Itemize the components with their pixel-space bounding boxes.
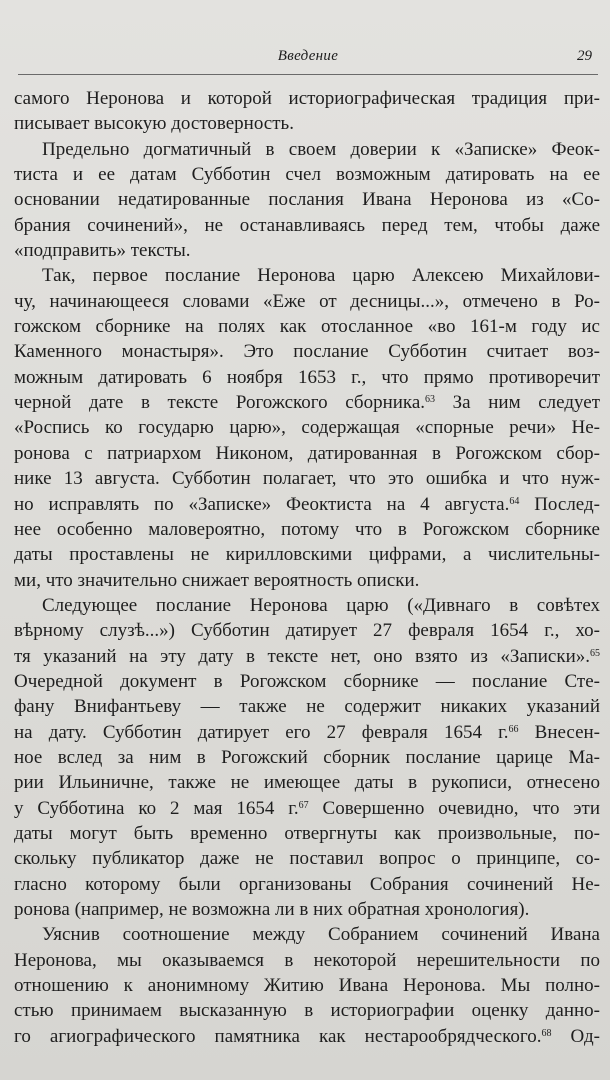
text-line	[14, 238, 600, 263]
line-text: можным датировать 6 ноября 1653 г., что прямо противоречит	[14, 366, 600, 388]
text-line	[14, 213, 600, 238]
footnote-marker: 68	[541, 1027, 552, 1039]
line-text: нее особенно маловероятно, потому что в Рогожском сборнике	[14, 518, 600, 540]
text-line	[14, 390, 600, 415]
text-line	[14, 162, 600, 187]
footnote-marker: 66	[508, 723, 519, 735]
text-line	[14, 542, 600, 567]
line-text: Каменного монастыря». Это послание Субботин считает воз-	[14, 341, 600, 363]
line-text: ронова с патриархом Никоном, датированная в Рогожском сбор-	[14, 442, 600, 464]
line-text: черной дате в тексте Рогожского сборника.	[14, 392, 426, 414]
text-line	[14, 872, 600, 897]
line-text: даты проставлены не кирилловскими цифрами, а числительны-	[14, 544, 600, 566]
text-line	[14, 289, 600, 314]
line-text: «Роспись ко государю царю», содержащая «спорные речи» Не-	[14, 417, 600, 439]
line-text: чу, начинающееся словами «Еже от десницы...», отмечено в Ро-	[14, 290, 600, 312]
footnote-marker: 64	[509, 495, 520, 507]
text-line	[14, 593, 600, 618]
line-text: писывает высокую достоверность.	[14, 113, 294, 135]
text-line	[14, 86, 600, 111]
text-line	[14, 745, 600, 770]
text-line	[14, 770, 600, 795]
line-text: рии Ильиничне, также не имеющее даты в рукописи, отнесено	[14, 772, 600, 794]
text-line	[14, 669, 600, 694]
text-line	[14, 517, 600, 542]
line-text: ронова (например, не возможна ли в них обратная хронология).	[14, 899, 530, 920]
text-line	[14, 846, 600, 871]
line-text: основании недатированные послания Ивана Неронова из «Со-	[14, 189, 600, 211]
line-text: фану Внифантьеву — также не содержит никаких указаний	[14, 696, 600, 718]
line-text: Так, первое послание Неронова царю Алексею Михайлови-	[42, 265, 600, 287]
line-text: вѣрному слузѣ...») Субботин датирует 27 февраля 1654 г., хо-	[14, 620, 600, 642]
text-line	[14, 897, 600, 922]
text-line	[14, 644, 600, 669]
footnote-marker: 65	[590, 647, 600, 659]
page-number: 29	[577, 48, 592, 64]
text-line	[14, 365, 600, 390]
line-text: стью принимаем высказанную в историографии оценку данно-	[14, 1000, 600, 1022]
text-line	[14, 111, 600, 136]
line-text: «подправить» тексты.	[14, 240, 191, 262]
running-head-title: Введение	[277, 48, 339, 64]
text-line	[14, 948, 600, 973]
text-line	[14, 415, 600, 440]
text-line	[14, 263, 600, 288]
text-line	[14, 314, 600, 339]
line-text: Уяснив соотношение между Собранием сочинений Ивана	[42, 924, 600, 946]
line-text-continued: Од-	[551, 1025, 600, 1047]
line-text: Неронова, мы оказываемся в некоторой нерешительности по	[14, 949, 600, 971]
line-text: скольку публикатор даже не поставил вопрос о принципе, со-	[14, 848, 600, 870]
footnote-marker: 63	[425, 394, 436, 406]
line-text-continued: Послед-	[519, 493, 600, 515]
line-text: у Субботина ко 2 мая 1654 г.	[14, 797, 299, 819]
running-head	[18, 44, 598, 75]
text-line	[14, 137, 600, 162]
text-line	[14, 466, 600, 491]
text-line	[14, 492, 600, 517]
line-text: Очередной документ в Рогожском сборнике — послание Сте-	[14, 670, 600, 692]
text-line	[14, 796, 600, 821]
line-text: гласно которому были организованы Собрания сочинений Не-	[14, 873, 600, 895]
text-line	[14, 694, 600, 719]
footnote-marker: 67	[298, 799, 309, 811]
text-line	[14, 339, 600, 364]
line-text: отношению к анонимному Житию Ивана Неронова. Мы полно-	[14, 975, 600, 997]
line-text: нике 13 августа. Субботин полагает, что это ошибка и что нуж-	[14, 468, 600, 490]
text-line	[14, 618, 600, 643]
text-line	[14, 821, 600, 846]
line-text: ное вслед за ним в Рогожский сборник послание царице Ма-	[14, 746, 600, 768]
line-text: тя указаний на эту дату в тексте нет, оно взято из «Записки».	[14, 645, 590, 667]
line-text: го агиографического памятника как нестарообрядческого.	[14, 1025, 542, 1047]
text-line	[14, 441, 600, 466]
line-text: брания сочинений», не останавливаясь перед тем, чтобы даже	[14, 214, 600, 236]
text-line	[14, 922, 600, 947]
body-text	[14, 86, 600, 1049]
line-text: но исправлять по «Записке» Феоктиста на 4 августа.	[14, 493, 510, 515]
line-text: самого Неронова и которой историографическая традиция при-	[14, 88, 600, 109]
text-line	[14, 973, 600, 998]
text-line	[14, 568, 600, 593]
text-line	[14, 187, 600, 212]
text-line	[14, 998, 600, 1023]
text-line	[14, 720, 600, 745]
line-text: на дату. Субботин датирует его 27 февраля 1654 г.	[14, 721, 509, 743]
line-text: гожском сборнике на полях как отосланное «во 161-м году ис	[14, 316, 600, 338]
line-text: тиста и ее датам Субботин счел возможным датировать на ее	[14, 164, 600, 186]
line-text: ми, что значительно снижает вероятность описки.	[14, 569, 420, 591]
line-text: даты могут быть временно отвергнуты как произвольные, по-	[14, 822, 600, 844]
text-line	[14, 1024, 600, 1049]
line-text: Предельно догматичный в своем доверии к «Записке» Феок-	[42, 138, 600, 160]
line-text: Следующее послание Неронова царю («Дивнаго в совѣтех	[42, 594, 600, 616]
line-text-continued: Внесен-	[518, 721, 600, 743]
line-text-continued: Совершенно очевидно, что эти	[308, 797, 600, 819]
line-text-continued: За ним следует	[435, 392, 600, 414]
